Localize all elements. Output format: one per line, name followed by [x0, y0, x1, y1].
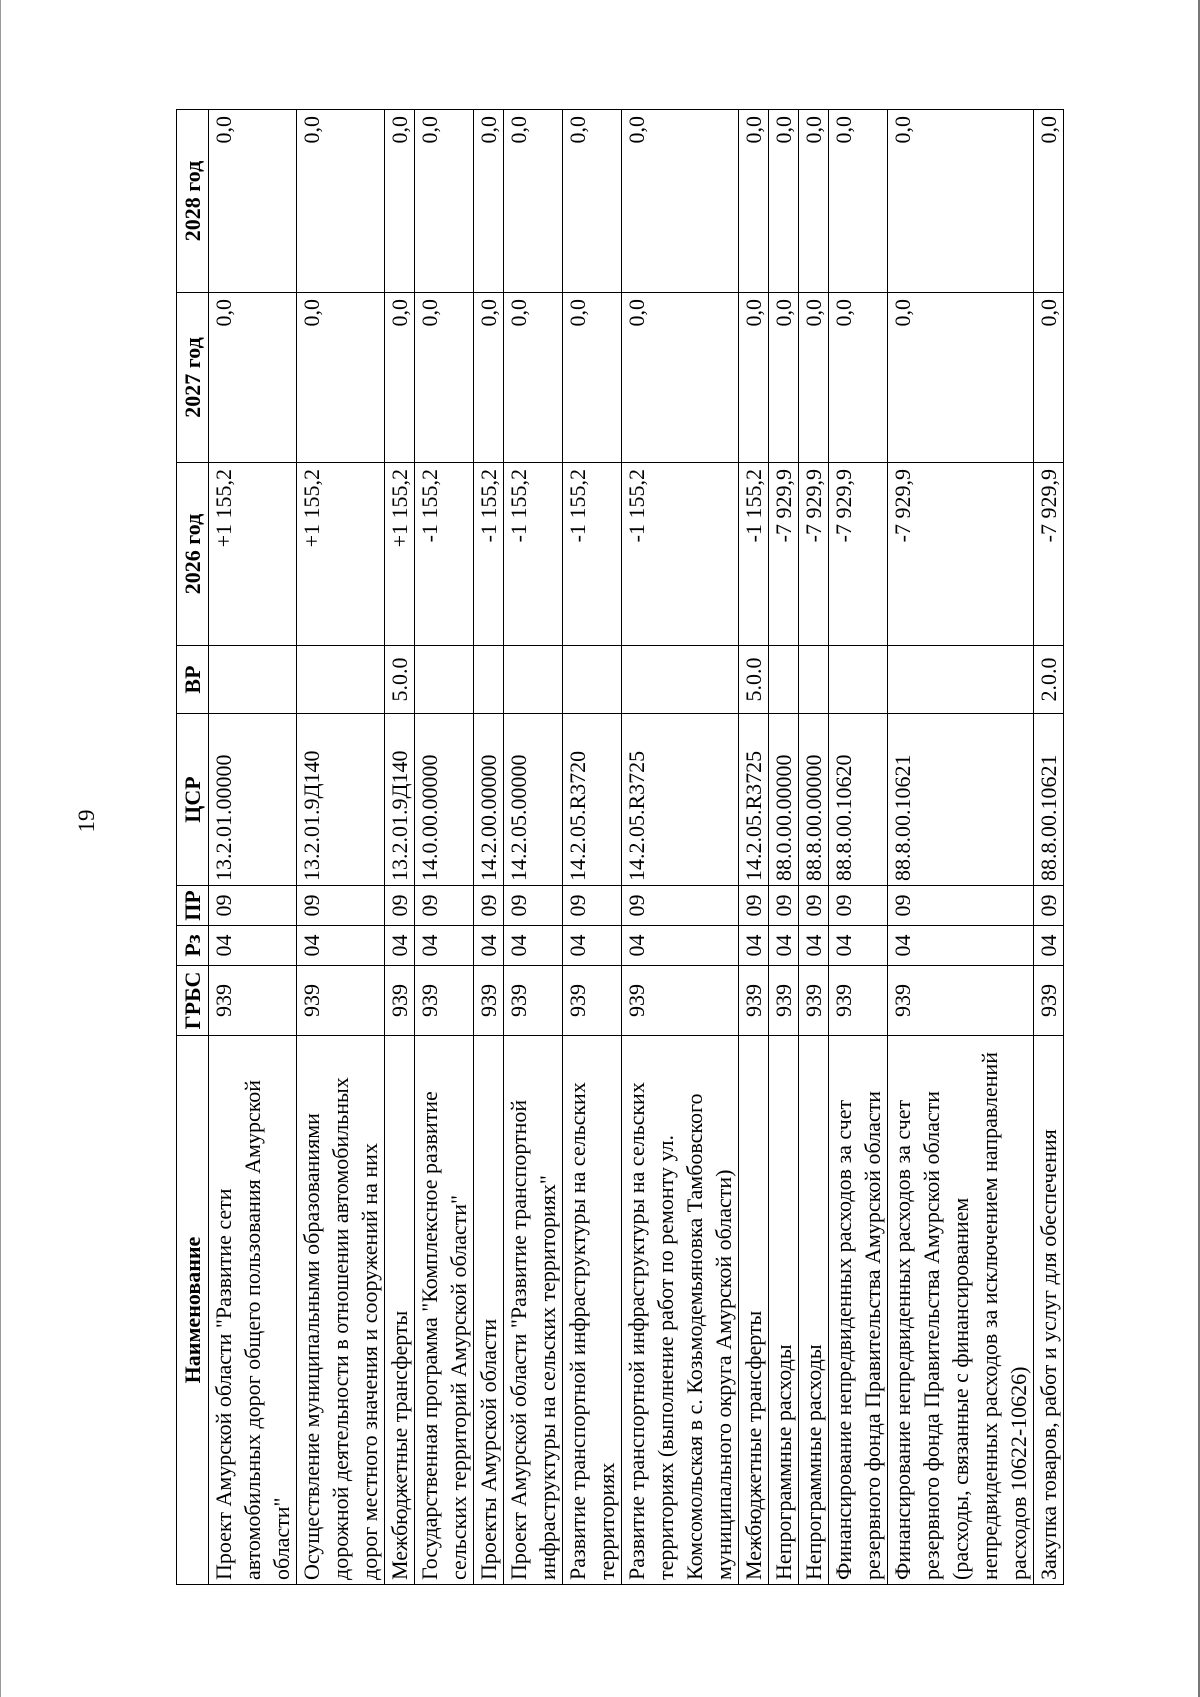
cell-2027: 0,0 — [415, 293, 474, 463]
header-vr: ВР — [177, 646, 209, 714]
table-row — [385, 110, 415, 1585]
cell-2027: 0,0 — [504, 293, 563, 463]
table-row — [563, 110, 622, 1585]
cell-grbs: 939 — [504, 966, 563, 1036]
cell-name: Закупка товаров, работ и услуг для обеспечения — [1034, 1036, 1064, 1585]
cell-2028: 0,0 — [209, 110, 297, 293]
cell-2028: 0,0 — [739, 110, 769, 293]
cell-csr: 88.8.00.10621 — [888, 714, 1034, 886]
header-2027: 2027 год — [177, 293, 209, 463]
cell-pr: 09 — [622, 886, 739, 926]
header-csr: ЦСР — [177, 714, 209, 886]
cell-grbs: 939 — [622, 966, 739, 1036]
cell-2026: -1 155,2 — [474, 463, 504, 646]
table-row — [799, 110, 829, 1585]
table-row — [415, 110, 474, 1585]
cell-vr — [769, 646, 799, 714]
cell-2026: -7 929,9 — [1034, 463, 1064, 646]
cell-2028: 0,0 — [297, 110, 385, 293]
cell-2027: 0,0 — [297, 293, 385, 463]
cell-grbs: 939 — [799, 966, 829, 1036]
header-grbs: ГРБС — [177, 966, 209, 1036]
cell-grbs: 939 — [769, 966, 799, 1036]
cell-2028: 0,0 — [385, 110, 415, 293]
cell-2028: 0,0 — [799, 110, 829, 293]
cell-name: Развитие транспортной инфраструктуры на сельских территориях — [563, 1036, 622, 1585]
cell-rz: 04 — [739, 926, 769, 966]
header-pr: ПР — [177, 886, 209, 926]
cell-2027: 0,0 — [739, 293, 769, 463]
cell-pr: 09 — [829, 886, 888, 926]
cell-vr — [888, 646, 1034, 714]
cell-csr: 14.2.05.R3725 — [622, 714, 739, 886]
cell-2026: -7 929,9 — [799, 463, 829, 646]
header-name: Наименование — [177, 1036, 209, 1585]
cell-2026: -1 155,2 — [739, 463, 769, 646]
cell-vr — [297, 646, 385, 714]
table-header-row — [177, 110, 209, 1585]
cell-vr — [799, 646, 829, 714]
cell-csr: 14.2.05.R3725 — [739, 714, 769, 886]
cell-2026: -1 155,2 — [415, 463, 474, 646]
cell-csr: 13.2.01.9Д140 — [385, 714, 415, 886]
cell-pr: 09 — [209, 886, 297, 926]
cell-2026: -7 929,9 — [829, 463, 888, 646]
cell-2027: 0,0 — [888, 293, 1034, 463]
scan-left-edge — [0, 0, 1, 1697]
cell-2027: 0,0 — [622, 293, 739, 463]
cell-pr: 09 — [1034, 886, 1064, 926]
cell-rz: 04 — [888, 926, 1034, 966]
cell-rz: 04 — [209, 926, 297, 966]
table-row — [1034, 110, 1064, 1585]
cell-name: Развитие транспортной инфраструктуры на сельских территориях (выполнение работ по ремонту ул. Комсомольская в с. Козьмодемьяновка Тамбовского муниципального округа Амурской области) — [622, 1036, 739, 1585]
cell-2028: 0,0 — [622, 110, 739, 293]
cell-grbs: 939 — [829, 966, 888, 1036]
cell-2027: 0,0 — [769, 293, 799, 463]
cell-vr — [209, 646, 297, 714]
cell-csr: 88.8.00.10620 — [829, 714, 888, 886]
cell-grbs: 939 — [385, 966, 415, 1036]
cell-2026: -7 929,9 — [888, 463, 1034, 646]
cell-vr — [622, 646, 739, 714]
cell-rz: 04 — [297, 926, 385, 966]
cell-csr: 14.2.05.00000 — [504, 714, 563, 886]
cell-csr: 13.2.01.00000 — [209, 714, 297, 886]
cell-vr: 5.0.0 — [385, 646, 415, 714]
cell-name: Финансирование непредвиденных расходов за счет резервного фонда Правительства Амурской области (расходы, связанные с финансированием непредвиденных расходов за исключением направлений расходов 10622-10626) — [888, 1036, 1034, 1585]
cell-grbs: 939 — [415, 966, 474, 1036]
cell-2026: +1 155,2 — [297, 463, 385, 646]
table-row — [297, 110, 385, 1585]
cell-rz: 04 — [415, 926, 474, 966]
rotated-page-content — [176, 110, 1084, 1585]
header-2026: 2026 год — [177, 463, 209, 646]
cell-2027: 0,0 — [799, 293, 829, 463]
cell-2028: 0,0 — [888, 110, 1034, 293]
cell-grbs: 939 — [888, 966, 1034, 1036]
cell-csr: 88.8.00.00000 — [799, 714, 829, 886]
table-row — [504, 110, 563, 1585]
cell-rz: 04 — [563, 926, 622, 966]
cell-name: Проекты Амурской области — [474, 1036, 504, 1585]
table-row — [739, 110, 769, 1585]
cell-pr: 09 — [888, 886, 1034, 926]
cell-vr — [415, 646, 474, 714]
cell-csr: 88.0.00.00000 — [769, 714, 799, 886]
cell-2027: 0,0 — [563, 293, 622, 463]
budget-table — [176, 109, 1064, 1585]
table-row — [622, 110, 739, 1585]
cell-vr — [829, 646, 888, 714]
table-row — [888, 110, 1034, 1585]
cell-vr: 5.0.0 — [739, 646, 769, 714]
cell-vr — [563, 646, 622, 714]
cell-rz: 04 — [622, 926, 739, 966]
cell-2026: +1 155,2 — [385, 463, 415, 646]
cell-name: Межбюджетные трансферты — [739, 1036, 769, 1585]
cell-csr: 88.8.00.10621 — [1034, 714, 1064, 886]
cell-rz: 04 — [1034, 926, 1064, 966]
cell-pr: 09 — [739, 886, 769, 926]
cell-rz: 04 — [385, 926, 415, 966]
cell-pr: 09 — [504, 886, 563, 926]
cell-name: Непрограммные расходы — [769, 1036, 799, 1585]
cell-2026: -7 929,9 — [769, 463, 799, 646]
cell-rz: 04 — [504, 926, 563, 966]
cell-csr: 14.0.00.00000 — [415, 714, 474, 886]
cell-name: Проект Амурской области "Развитие сети автомобильных дорог общего пользования Амурской области" — [209, 1036, 297, 1585]
cell-csr: 14.2.00.00000 — [474, 714, 504, 886]
cell-grbs: 939 — [1034, 966, 1064, 1036]
header-rz: Рз — [177, 926, 209, 966]
cell-pr: 09 — [385, 886, 415, 926]
table-row — [829, 110, 888, 1585]
cell-name: Проект Амурской области "Развитие транспортной инфраструктуры на сельских территориях" — [504, 1036, 563, 1585]
table-body — [209, 110, 1064, 1585]
cell-pr: 09 — [297, 886, 385, 926]
cell-2028: 0,0 — [563, 110, 622, 293]
cell-vr — [504, 646, 563, 714]
cell-2027: 0,0 — [1034, 293, 1064, 463]
cell-2026: -1 155,2 — [504, 463, 563, 646]
cell-rz: 04 — [829, 926, 888, 966]
cell-2028: 0,0 — [829, 110, 888, 293]
cell-rz: 04 — [799, 926, 829, 966]
cell-name: Государственная программа "Комплексное развитие сельских территорий Амурской области" — [415, 1036, 474, 1585]
table-row — [209, 110, 297, 1585]
cell-grbs: 939 — [297, 966, 385, 1036]
cell-vr — [474, 646, 504, 714]
cell-2026: -1 155,2 — [563, 463, 622, 646]
cell-csr: 13.2.01.9Д140 — [297, 714, 385, 886]
cell-pr: 09 — [799, 886, 829, 926]
cell-2027: 0,0 — [474, 293, 504, 463]
table-row — [474, 110, 504, 1585]
cell-pr: 09 — [769, 886, 799, 926]
cell-pr: 09 — [563, 886, 622, 926]
cell-2027: 0,0 — [829, 293, 888, 463]
cell-grbs: 939 — [563, 966, 622, 1036]
cell-vr: 2.0.0 — [1034, 646, 1064, 714]
cell-name: Осуществление муниципальными образованиями дорожной деятельности в отношении автомобильных дорог местного значения и сооружений на них — [297, 1036, 385, 1585]
cell-rz: 04 — [769, 926, 799, 966]
cell-grbs: 939 — [209, 966, 297, 1036]
cell-pr: 09 — [474, 886, 504, 926]
cell-2028: 0,0 — [474, 110, 504, 293]
table-row — [769, 110, 799, 1585]
cell-grbs: 939 — [474, 966, 504, 1036]
cell-csr: 14.2.05.R3720 — [563, 714, 622, 886]
cell-2028: 0,0 — [504, 110, 563, 293]
cell-name: Финансирование непредвиденных расходов за счет резервного фонда Правительства Амурской области — [829, 1036, 888, 1585]
cell-2027: 0,0 — [385, 293, 415, 463]
cell-name: Непрограммные расходы — [799, 1036, 829, 1585]
page-number: 19 — [74, 809, 99, 833]
cell-2028: 0,0 — [769, 110, 799, 293]
cell-2028: 0,0 — [1034, 110, 1064, 293]
cell-grbs: 939 — [739, 966, 769, 1036]
header-2028: 2028 год — [177, 110, 209, 293]
cell-rz: 04 — [474, 926, 504, 966]
cell-2028: 0,0 — [415, 110, 474, 293]
cell-2027: 0,0 — [209, 293, 297, 463]
cell-pr: 09 — [415, 886, 474, 926]
cell-2026: +1 155,2 — [209, 463, 297, 646]
cell-name: Межбюджетные трансферты — [385, 1036, 415, 1585]
cell-2026: -1 155,2 — [622, 463, 739, 646]
